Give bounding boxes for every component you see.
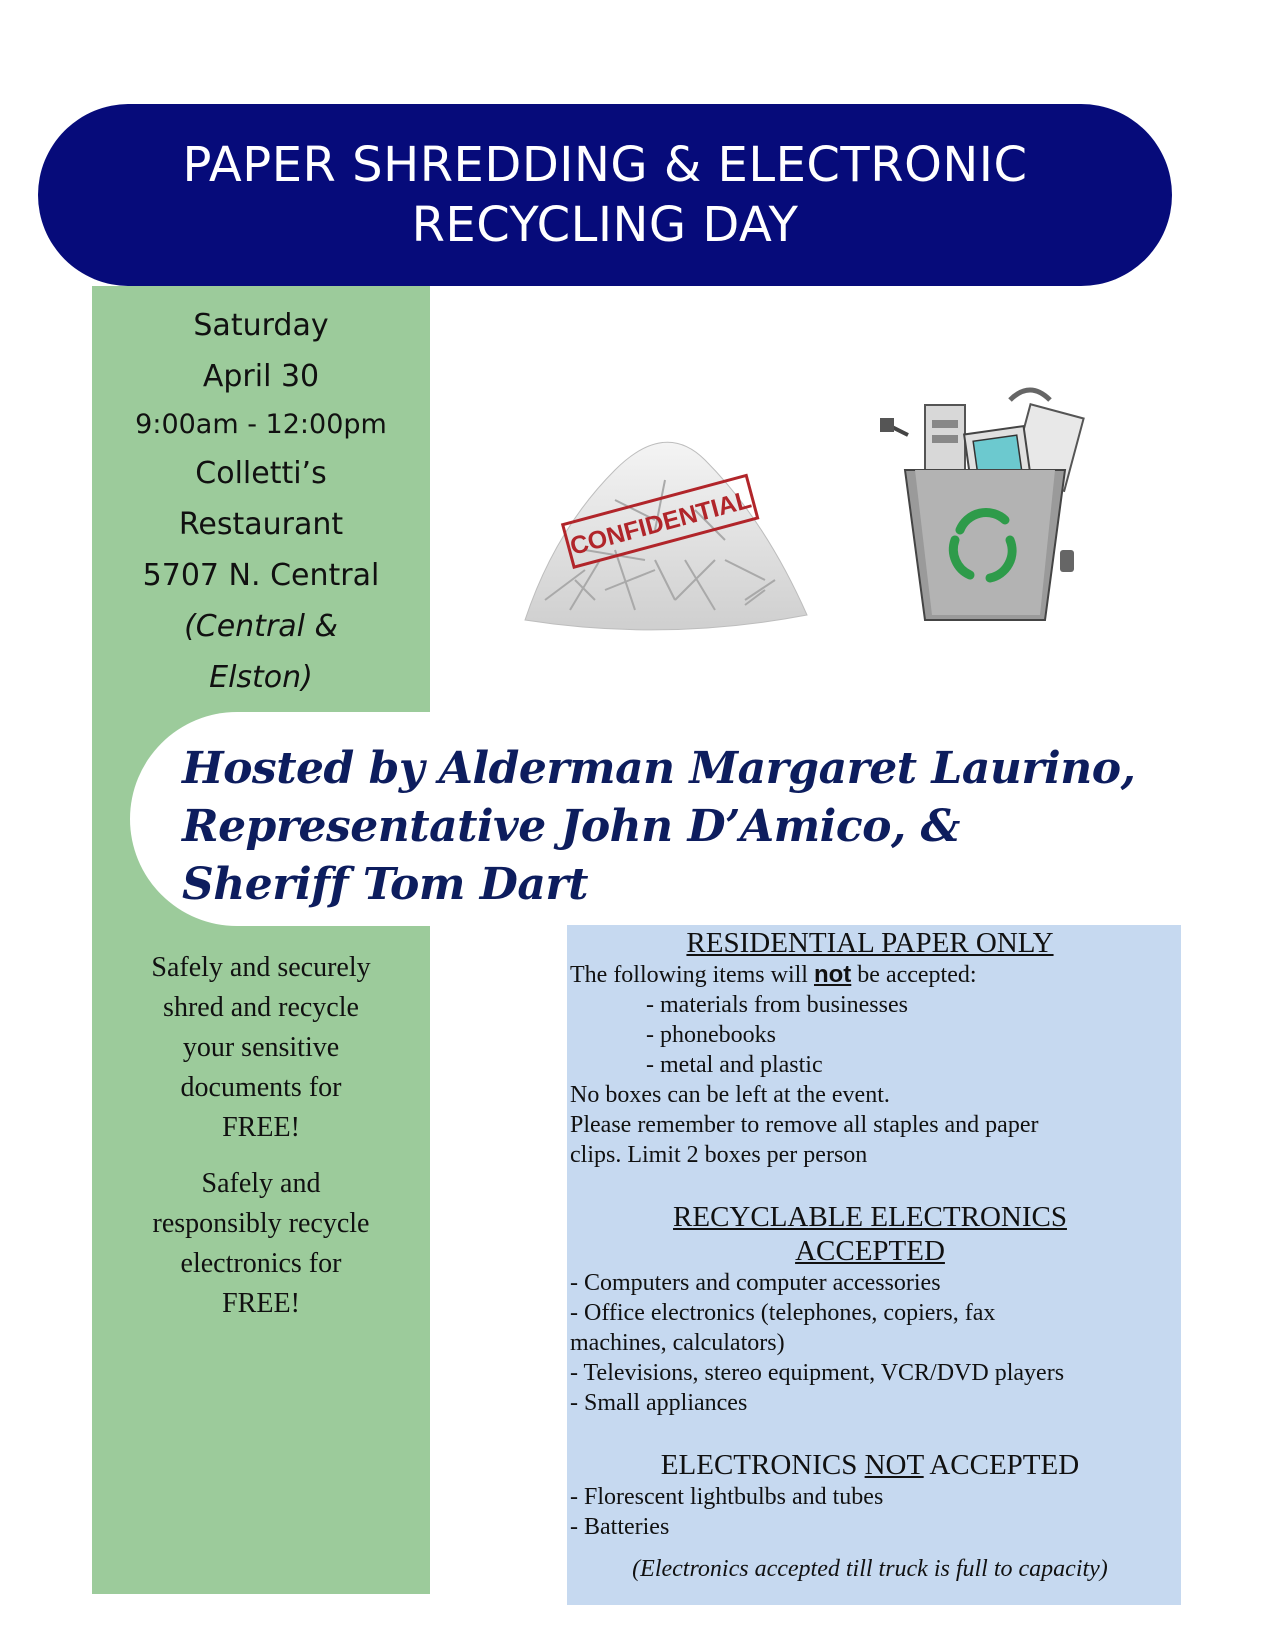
hosted-line-1: Hosted by Alderman Margaret Laurino, [182, 743, 1136, 794]
shred-line: documents for [180, 1072, 342, 1103]
paper-intro [570, 960, 1170, 990]
recycle-line: FREE! [222, 1288, 300, 1319]
recycle-line: responsibly recycle [152, 1208, 370, 1239]
paper-note-3: clips. Limit 2 boxes per person [570, 1142, 868, 1168]
confidential-stamp-text: CONFIDENTIAL [567, 485, 755, 561]
list-item: - metal and plastic [646, 1052, 823, 1078]
event-time: 9:00am - 12:00pm [135, 409, 387, 440]
electronics-recycling-bin-image [880, 380, 1090, 630]
event-details [92, 300, 430, 703]
recycle-benefit [100, 1164, 422, 1324]
list-item: - Batteries [570, 1514, 670, 1540]
list-item: machines, calculators) [570, 1330, 785, 1356]
shredded-paper-image [515, 410, 815, 640]
event-day: Saturday [193, 308, 329, 343]
paper-intro-emphasis: not [813, 961, 852, 988]
recycle-line: Safely and [201, 1168, 321, 1199]
list-item: - Televisions, stereo equipment, VCR/DVD players [570, 1360, 1065, 1386]
list-item: - Small appliances [570, 1390, 748, 1416]
accepted-heading-1: RECYCLABLE ELECTRONICS [673, 1201, 1067, 1233]
list-item: - Office electronics (telephones, copiers, fax [570, 1300, 996, 1326]
hosted-by-text [182, 740, 1272, 914]
shred-line: your sensitive [182, 1032, 340, 1063]
paper-intro-end: be accepted: [851, 962, 977, 988]
title-banner [38, 104, 1172, 286]
shred-benefit [100, 948, 422, 1148]
list-item: - Computers and computer accessories [570, 1270, 941, 1296]
paper-intro-start: The following items will [570, 962, 814, 988]
info-box-content [570, 926, 1170, 1584]
not-accepted-heading-start: ELECTRONICS [660, 1449, 865, 1481]
list-item: - phonebooks [646, 1022, 776, 1048]
list-item: - materials from businesses [646, 992, 908, 1018]
hosted-line-2: Representative John D’Amico, & [182, 801, 960, 852]
event-venue-line-2: Restaurant [178, 507, 344, 542]
not-accepted-heading [570, 1448, 1170, 1482]
event-cross-streets-2: Elston) [209, 660, 313, 695]
title-line-1: PAPER SHREDDING & ELECTRONIC [182, 137, 1028, 193]
left-benefits-text [100, 948, 422, 1340]
event-address: 5707 N. Central [142, 558, 380, 593]
recycle-line: electronics for [180, 1248, 342, 1279]
paper-heading: RESIDENTIAL PAPER ONLY [686, 927, 1054, 959]
shred-line: FREE! [222, 1112, 300, 1143]
list-item: - Florescent lightbulbs and tubes [570, 1484, 884, 1510]
event-venue-line-1: Colletti’s [195, 456, 327, 491]
title-line-2: RECYCLING DAY [411, 197, 799, 253]
accepted-heading-2: ACCEPTED [795, 1235, 945, 1267]
paper-note-1: No boxes can be left at the event. [570, 1082, 890, 1108]
event-date: April 30 [202, 359, 320, 394]
not-accepted-heading-end: ACCEPTED [923, 1449, 1080, 1481]
capacity-note: (Electronics accepted till truck is full to capacity) [632, 1556, 1108, 1582]
paper-note-2: Please remember to remove all staples and paper [570, 1112, 1039, 1138]
event-cross-streets-1: (Central & [184, 609, 338, 644]
not-accepted-heading-emphasis: NOT [864, 1449, 924, 1481]
shred-line: Safely and securely [151, 952, 371, 983]
shred-line: shred and recycle [163, 992, 359, 1023]
hosted-line-3: Sheriff Tom Dart [182, 859, 588, 910]
